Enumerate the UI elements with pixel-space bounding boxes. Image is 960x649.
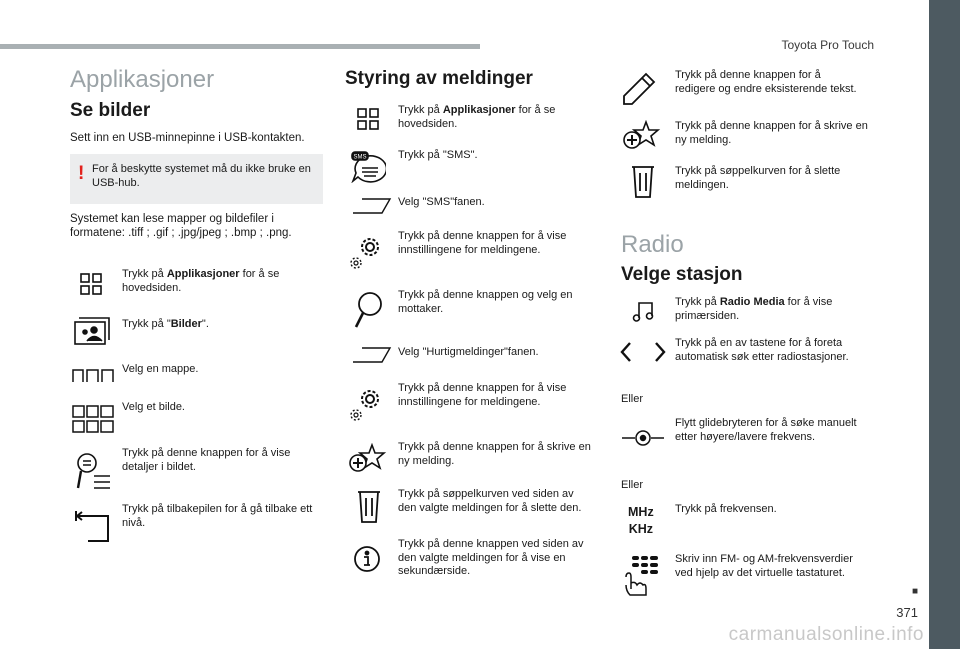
info-icon (353, 545, 381, 573)
khz-label: KHz (628, 522, 653, 536)
keypad-icon (624, 555, 660, 599)
trash-icon (631, 165, 655, 199)
back-arrow-icon (74, 509, 110, 543)
search-details-icon (76, 452, 112, 492)
step-text: Velg en mappe. (122, 363, 199, 375)
step-text: Trykk på denne knappen for å redigere og endre eksisterende tekst. (675, 69, 857, 95)
sms-icon (350, 151, 386, 183)
step-text: Trykk på denne knappen for å vise detaljer i bildet. (122, 447, 291, 473)
pencil-icon (622, 72, 656, 106)
gears-icon (348, 385, 384, 423)
mhz-label: MHz (628, 505, 654, 519)
warning-text: For å beskytte systemet må du ikke bruke en USB-hub. (92, 163, 311, 189)
step-text: Trykk på frekvensen. (675, 503, 777, 515)
step-text: Trykk på Radio Media for å vise primærsiden. (675, 296, 833, 322)
step-text: Skriv inn FM- og AM-frekvensverdier ved hjelp av det virtuelle tastaturet. (675, 553, 853, 579)
section-title-applikasjoner: Applikasjoner (70, 66, 215, 93)
frequency-icon (628, 504, 654, 538)
slider-icon (621, 429, 665, 447)
warning-icon: ! (78, 163, 85, 184)
step-text: Velg "SMS"fanen. (398, 196, 485, 208)
new-message-icon (622, 120, 662, 152)
step-text: Velg "Hurtigmeldinger"fanen. (398, 346, 539, 358)
warning-note (70, 154, 323, 204)
chevron-arrows-icon (620, 341, 668, 363)
eller-text: Eller (621, 479, 644, 491)
grid-icon (357, 108, 379, 130)
folders-icon (72, 369, 114, 383)
watermark: carmanualsonline.info (728, 624, 924, 645)
step-text: Trykk på denne knappen for å skrive en ny melding. (398, 441, 591, 467)
step-text: Trykk på søppelkurven for å slette meldingen. (675, 165, 841, 191)
step-text: Trykk på denne knappen for å vise innstillingene for meldingene. (398, 382, 567, 408)
tab-icon (352, 198, 392, 214)
eller-text: Eller (621, 393, 644, 405)
svg-text:SMS: SMS (353, 154, 367, 161)
side-tab (929, 0, 960, 649)
header-rule (0, 44, 480, 49)
step-text: Trykk på denne knappen og velg en mottaker. (398, 289, 573, 315)
pictures-grid-icon (72, 405, 114, 433)
intro-text: Sett inn en USB-minnepinne i USB-kontakten. (70, 132, 305, 144)
tab-icon (352, 347, 392, 363)
end-mark: ■ (911, 586, 918, 597)
step-text: Trykk på en av tastene for å foreta automatisk søk etter radiostasjoner. (675, 337, 849, 363)
photo-icon (74, 316, 110, 346)
step-text: Trykk på tilbakepilen for å gå tilbake ett nivå. (122, 503, 313, 529)
step-text: Velg et bilde. (122, 401, 185, 413)
search-icon (352, 291, 384, 329)
step-text: Trykk på denne knappen for å skrive en ny melding. (675, 120, 868, 146)
page-number: 371 (896, 605, 918, 620)
step-text: Trykk på "Bilder". (122, 318, 209, 330)
new-message-icon (348, 443, 388, 475)
heading-styring-av-meldinger: Styring av meldinger (345, 68, 533, 89)
trash-icon (357, 490, 381, 524)
step-text: Trykk på denne knappen for å vise innstillingene for meldingene. (398, 230, 567, 256)
step-text: Trykk på søppelkurven ved siden av den valgte meldingen for å slette den. (398, 488, 582, 514)
music-note-icon (632, 300, 654, 322)
step-text: Trykk på denne knappen ved siden av den valgte meldingen for å vise en sekundærside. (398, 538, 584, 577)
formats-text: Systemet kan lese mapper og bildefiler i formatene: .tiff ; .gif ; .jpg/jpeg ; .bmp ; .png. (70, 213, 292, 239)
step-text: Flytt glidebryteren for å søke manuelt etter høyere/lavere frekvens. (675, 417, 857, 443)
step-text: Trykk på Applikasjoner for å se hovedsiden. (398, 104, 556, 130)
gears-icon (348, 233, 384, 271)
step-text: Trykk på Applikasjoner for å se hovedsiden. (122, 268, 280, 294)
heading-velge-stasjon: Velge stasjon (621, 264, 743, 285)
section-title-radio: Radio (621, 231, 684, 258)
step-text: Trykk på "SMS". (398, 149, 478, 161)
grid-icon (80, 273, 102, 295)
page-header: Toyota Pro Touch (781, 38, 874, 52)
heading-se-bilder: Se bilder (70, 100, 151, 121)
